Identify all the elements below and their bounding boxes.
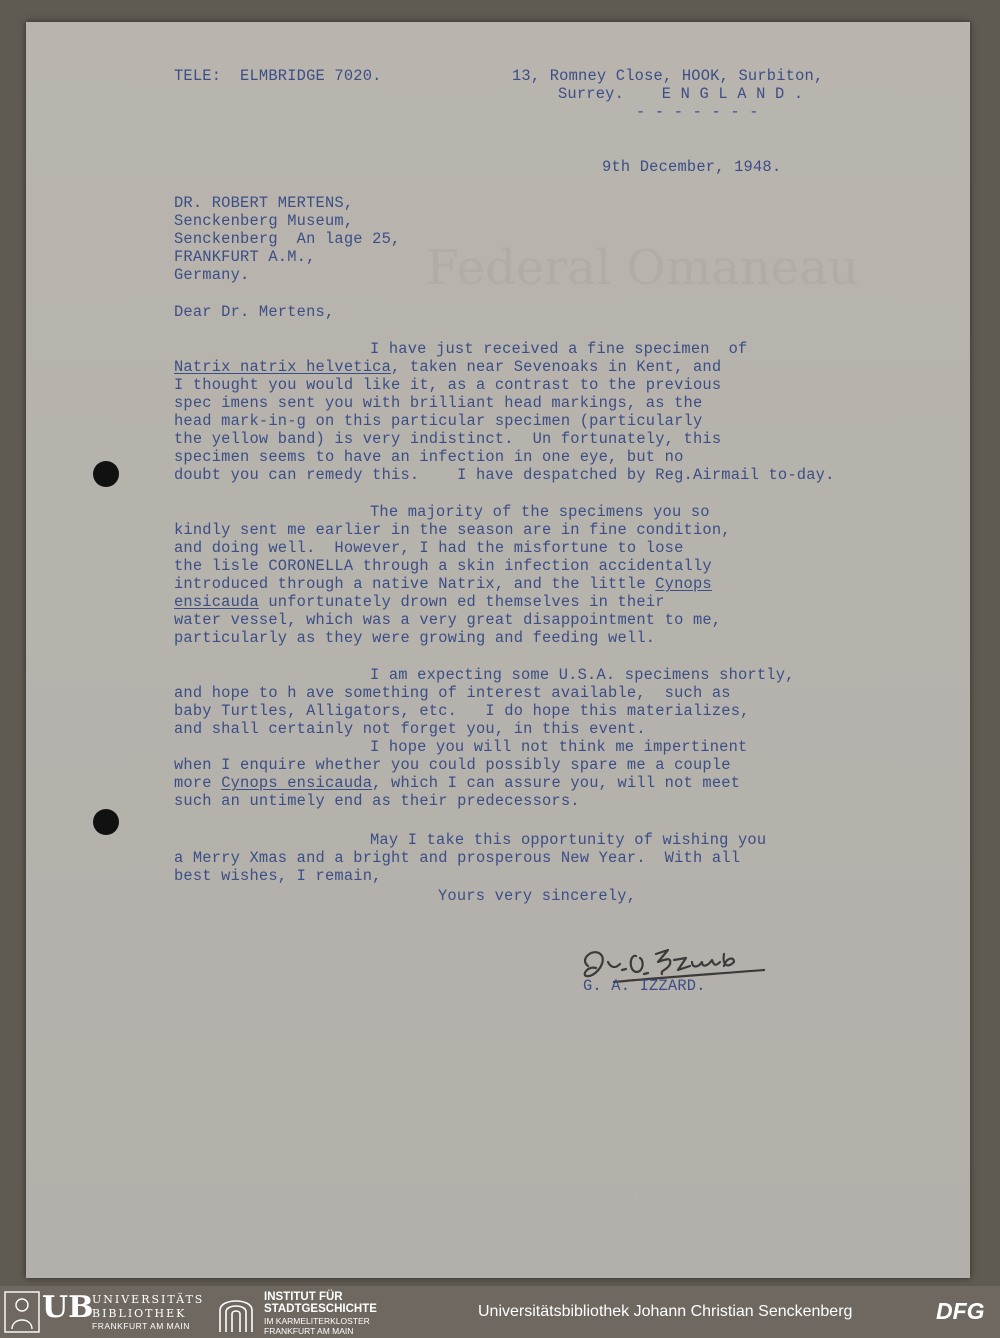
- body-line: I thought you would like it, as a contrast to the previous: [174, 376, 722, 394]
- isg-logo-line: STADTGESCHICHTE: [264, 1303, 377, 1315]
- isg-logo-line: FRANKFURT AM MAIN: [264, 1326, 354, 1336]
- species-name: Natrix natrix helvetica: [174, 358, 392, 376]
- body-line: I hope you will not think me impertinent: [370, 738, 748, 756]
- body-text: introduced through a native Natrix, and the little: [174, 575, 656, 593]
- letter-date: 9th December, 1948.: [602, 158, 782, 176]
- cloister-arch-icon: [216, 1292, 256, 1332]
- body-line: water vessel, which was a very great disappointment to me,: [174, 611, 722, 629]
- ub-logo-line: UNIVERSITÄTS: [92, 1293, 205, 1306]
- body-line: I have just received a fine specimen of: [370, 340, 748, 358]
- body-text: , which I can assure you, will not meet: [372, 774, 741, 792]
- address-rule: - - - - - - -: [636, 103, 759, 121]
- species-name: Cynops: [655, 575, 712, 593]
- body-text: , taken near Sevenoaks in Kent, and: [391, 358, 722, 376]
- sender-address-line1: 13, Romney Close, HOOK, Surbiton,: [512, 67, 824, 85]
- body-line: such an untimely end as their predecessors.: [174, 792, 580, 810]
- recipient-line: DR. ROBERT MERTENS,: [174, 194, 354, 212]
- university-seal-icon: [4, 1291, 40, 1333]
- body-line: head mark-in-g on this particular specimen (particularly: [174, 412, 703, 430]
- letter-page: [26, 22, 970, 1278]
- body-line: when I enquire whether you could possibly spare me a couple: [174, 756, 731, 774]
- body-line: [174, 774, 740, 792]
- body-line: the yellow band) is very indistinct. Un fortunately, this: [174, 430, 722, 448]
- recipient-line: Germany.: [174, 266, 250, 284]
- body-line: doubt you can remedy this. I have despatched by Reg.Airmail to-day.: [174, 466, 835, 484]
- isg-logo-line: INSTITUT FÜR: [264, 1291, 343, 1303]
- body-line: a Merry Xmas and a bright and prosperous New Year. With all: [174, 849, 741, 867]
- ub-logo-line: FRANKFURT AM MAIN: [92, 1321, 190, 1331]
- body-line: specimen seems to have an infection in one eye, but no: [174, 448, 684, 466]
- punch-hole-bottom: [93, 809, 119, 835]
- isg-logo-line: IM KARMELITERKLOSTER: [264, 1316, 370, 1326]
- body-line: [174, 575, 712, 593]
- paper-watermark: Federal Omaneau: [426, 240, 859, 296]
- punch-hole-top: [93, 461, 119, 487]
- body-line: spec imens sent you with brilliant head markings, as the: [174, 394, 703, 412]
- sender-address-line2: Surrey. E N G L A N D .: [558, 85, 804, 103]
- digitization-footer: [0, 1286, 1000, 1338]
- body-line: [174, 593, 665, 611]
- species-name: Cynops ensicauda: [221, 774, 373, 792]
- body-line: I am expecting some U.S.A. specimens shortly,: [370, 666, 795, 684]
- library-name: Universitätsbibliothek Johann Christian Senckenberg: [478, 1303, 853, 1320]
- body-line: baby Turtles, Alligators, etc. I do hope this materializes,: [174, 702, 750, 720]
- body-line: and hope to h ave something of interest available, such as: [174, 684, 731, 702]
- dfg-logo: DFG: [936, 1298, 985, 1324]
- body-line: and doing well. However, I had the misfortune to lose: [174, 539, 684, 557]
- body-line: [174, 358, 721, 376]
- recipient-line: Senckenberg Museum,: [174, 212, 354, 230]
- telephone-line: TELE: ELMBRIDGE 7020.: [174, 67, 382, 85]
- body-text: more: [174, 774, 222, 792]
- body-line: best wishes, I remain,: [174, 867, 382, 885]
- ub-logo: UB: [42, 1290, 94, 1325]
- species-name: ensicauda: [174, 593, 259, 611]
- signatory-name: G. A. IZZARD.: [583, 977, 706, 995]
- ub-logo-line: BIBLIOTHEK: [92, 1307, 187, 1320]
- salutation: Dear Dr. Mertens,: [174, 303, 335, 321]
- recipient-line: Senckenberg An lage 25,: [174, 230, 401, 248]
- body-line: particularly as they were growing and feeding well.: [174, 629, 656, 647]
- body-line: kindly sent me earlier in the season are in fine condition,: [174, 521, 731, 539]
- closing: Yours very sincerely,: [438, 887, 637, 905]
- recipient-line: FRANKFURT A.M.,: [174, 248, 316, 266]
- body-line: and shall certainly not forget you, in this event.: [174, 720, 646, 738]
- body-line: The majority of the specimens you so: [370, 503, 710, 521]
- body-line: the lisle CORONELLA through a skin infection accidentally: [174, 557, 712, 575]
- body-text: unfortunately drown ed themselves in their: [258, 593, 665, 611]
- body-line: May I take this opportunity of wishing you: [370, 831, 767, 849]
